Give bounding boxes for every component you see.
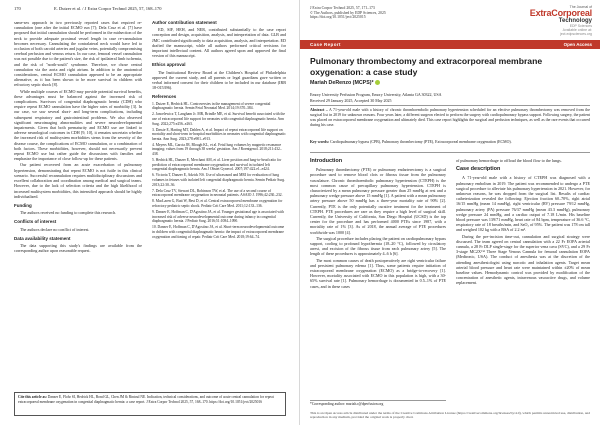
cite-box xyxy=(14,392,286,416)
paragraph: A 71-year-old male with a history of CTEPH was diagnosed with a pulmonary embolism in 2019. The patient was recommended to undergo a PTE surgical procedure to alleviate his pulmonary hypertension in 2021. However, for unknown reasons, he was dropped from the surgical list. Results of cardiac catheterization revealed the following: Ejection fraction 60–70%, right atrial 16/15 mmHg (mean 14 mmHg), right ventricular (RV) pressure 79/12 mmHg, pulmonary artery (PA) pressure 76/37 mmHg (mean 43.3 mmHg), pulmonary wedge pressure 24 mmHg, and a cardiac output of 7.18 L/min. His baseline blood pressure was 139/71 mmHg, heart rate of 84 bpm, temperature of 36.6 °C, respiratory rate of 18 breaths/min, and SaO₂ of 95%. The patient was 178 cm tall and weighed 102 kg with a BSA of 2.2 m². xyxy=(456,175,590,233)
abstract xyxy=(310,108,590,128)
funding-text: The authors received no funding to complete this research. xyxy=(20,210,117,216)
open-access-badge: Open Access xyxy=(563,42,592,47)
reference-item[interactable]: 6. Victoria T, Danzer E, Adzick NS. Use of ultrasound and MRI for evaluation of lung volumes in fetuses with isolated left congenital diaphragmatic hernia. Semin Pediatr Surg. 2013;22:30–36. xyxy=(152,173,285,187)
keywords xyxy=(310,140,590,145)
reference-item[interactable]: 2. Jancelewicz T, Langham Jr. MR, Brindle ME, et al. Survival benefit associated with the use of extracorporeal life support for neonates with congenital diaphragmatic hernia. Ann Surg. 2022;275:e256–e263. xyxy=(152,112,285,126)
reference-item[interactable]: 7. Dela Cruz TV, Stewart DL, Robinson TW, et al. The use of a second course of extracorporeal membrane oxygenation in neonatal patients. ASAIO J. 1996;42:230–232. xyxy=(152,188,283,198)
paragraph: The most common causes of death postoperatively are right ventricular failure and persistent pulmonary edema [1]. Thus, some patients require initiation of extracorporeal membrane oxygenation (ECMO) as a bridge-to-recovery [1]. However, mortality associated with ECMO in this population is high, with a 30-65% survival rate [1]. Pulmonary hemorrhage is documented in 0.5–1% of PTE cases, and in these cases xyxy=(310,257,446,289)
keywords-label: Key words: xyxy=(310,140,330,144)
journal-ref: J Extra Corpor Technol 2025, 57, 171–173 xyxy=(310,6,375,10)
paragraph: Our patient recovered from an acute exacerbation of pulmonary hypertension, demonstrating that repeat ECMO is not futile in this clinical scenario. Successful recannulation requires multidisciplinary discussions and excellent collaboration and coordination among medical and surgical teams. However, due to the lack of selection criteria and the high likelihood of increased multisystem morbidities, this intensified approach should be highly individualized. xyxy=(14,162,142,199)
divider xyxy=(310,105,590,106)
reference-item[interactable]: 3. Dassie E, Harting MT, Dahlen A, et al. Impact of repeat extracorporeal life support on mortality and short-term in-hospital morbidities in neonates with congenital diaphragmatic hernia. Ann Surg. 2023;278:e901–e913. xyxy=(152,127,286,141)
orcid-icon[interactable] xyxy=(375,80,380,85)
data-availability-text: The data supporting this study's findings are available from the corresponding author upon reasonable request. xyxy=(14,242,142,254)
journal-logo xyxy=(520,5,592,36)
logo-main-text: ExtraCorporeal xyxy=(529,8,592,18)
author-contribution-heading: Author contribution statement xyxy=(152,20,217,25)
affiliation: Emory University Perfusion Program, Emory University, Atlanta GA 30322, USA xyxy=(310,92,442,97)
reference-item[interactable]: 10. Danzer E, Hoffman C, D'Agostino JA, et al. Short-term neurodevelopmental outcome in children with congenital diaphragmatic hernia: the impact of extracorporeal membrane oxygenation and timing of repair. Pediatr Crit Care Med. 2018;19:64–74. xyxy=(152,225,285,239)
conflicts-heading: Conflicts of interest xyxy=(14,219,57,225)
funding-heading: Funding xyxy=(14,202,32,208)
author-name[interactable]: Mariah DeRenzo (MCPS)* xyxy=(310,80,374,86)
article-type: Case Report xyxy=(310,42,341,47)
reference-item[interactable]: 9. Danzer E, Hoffman C, D'Agostino JA, et al. Younger gestational age is associated with increased risk of adverse neurodevelopmental outcome during infancy in congenital diaphragmatic hernia. J Pediatr Surg. 2016;51:1084–1090. xyxy=(152,210,284,224)
ethics-text: The Institutional Review Board at the Children's Hospital of Philadelphia approved the current study, and all parents or legal guardians gave written or verbal informed consent for their children to be included in our database (IRB 18-015396). xyxy=(152,69,286,91)
logo-small-text: The Journal of xyxy=(569,5,592,9)
doi-link[interactable]: https://doi.org/10.1051/ject/2025015 xyxy=(310,15,366,20)
right-page xyxy=(300,0,600,425)
divider xyxy=(310,152,590,153)
copyright: © The Authors, published by EDP Sciences, 2025 xyxy=(310,10,386,15)
paragraph: The surgical procedure includes placing the patient on cardiopulmonary bypass support, cooling to profound hypothermia (18–20 °C), followed by circulatory arrest, and excision of the fibrous tissue from each pulmonary artery [5]. The length of these procedures is approximately 4–6 h [6]. xyxy=(310,235,446,257)
available-online-label: Available online at: xyxy=(562,28,592,32)
author-contribution-text: ED, SIF, HEH, and NER, contributed substantially to the case report conception and design, acquisition, analysis, and interpretation of data. GLB and JMC contributed significantly to data acquisition, analysis, and interpretation. ED drafted the manuscript, while all authors performed critical revisions for important intellectual content. All authors agreed upon and approved the final version of this manuscript. xyxy=(152,27,286,59)
author-line xyxy=(310,80,380,86)
case-description-heading: Case description xyxy=(456,166,501,173)
paragraph: Pulmonary thrombectomy (PTE) or pulmonary endarterectomy is a surgical procedure used to remove blood clots or fibrous tissue from the pulmonary vasculature. Chronic thromboembolic pulmonary hypertension (CTEPH) is the most common cause of precapillary pulmonary hypertension. CTEPH is characterized by a mean pulmonary pressure greater than 25 mmHg at rest and a pulmonary wedge pressure above 15 mmHg [1]. A patient with a mean pulmonary artery pressure above 50 mmHg has a three-year mortality rate of 90% [2]. Currently, PTE is the only potentially curative treatment for the treatment of CTEPH. PTE procedures are rare as they require a high level of surgical skill. Currently, the University of California, San Diego Hospital (UCSD) is the top center for the procedure and has performed 4000 PTEs since 1987, with a mortality rate of 1% [3]. As of 2018, the annual average of PTE procedures worldwide was 1000 [4]. xyxy=(310,167,446,235)
left-column-1 xyxy=(14,20,142,254)
reference-item[interactable]: 5. Hedrick HL, Danzer E, Merchant AM, et al. Liver position and lung-to-head ratio for prediction of extracorporeal membrane oxygenation and survival in isolated left congenital diaphragmatic hernia. Am J Obstet Gynecol. 2007;197:422.e1–e424. xyxy=(152,158,282,172)
journal-url[interactable]: ject.edpsciences.org xyxy=(560,32,592,36)
abstract-label: Abstract – xyxy=(310,108,328,112)
received-dates: Received 29 January 2025, Accepted 30 May 2025 xyxy=(310,98,392,103)
keywords-text: Cardiopulmonary bypass (CPB), Pulmonary thrombectomy (PTE), Extracorporeal membrane oxygenation (ECMO). xyxy=(330,140,512,144)
data-availability-heading: Data availability statement xyxy=(14,235,71,241)
paragraph: During the pre-incision time-out, cannulation and surgical strategy were discussed. The team agreed on central cannulation with a 22 Fr EOPA arterial cannula, a 28 Fr DLP single-stage for the superior vena cava (SVC), and a 29 Fr 3-stage MC2X™ Three Stage Venous Cannula for femoral cannulation EOPA (Medtronic, USA). The conduct of anesthesia was at the discretion of the attending anesthesiologist using narcotic and inhalation agents. Target mean arterial blood pressure and heart rate were maintained within ±20% of mean baseline values. Hemodynamic control was provided by modification of the concentration of anesthetic agents, intravenous vasoactive drugs, and volume replacement. xyxy=(456,233,590,286)
article-title: Pulmonary thrombectomy and extracorporeal membrane oxygenation: a case study xyxy=(310,56,543,77)
journal-info xyxy=(310,6,386,20)
right-column-1 xyxy=(310,158,446,290)
reference-item[interactable]: 8. MacLaren G, Butt W, Best D, et al. Central extracorporeal membrane oxygenation for refractory pediatric septic shock. Pediatr Crit Care Med. 2011;12:133–136. xyxy=(152,199,283,209)
article-type-banner xyxy=(300,40,600,49)
page-number: 170 xyxy=(14,6,21,11)
logo-sub-text: Technology xyxy=(558,18,592,24)
right-column-2 xyxy=(456,158,590,287)
paragraph: While multiple courses of ECMO may provide potential survival benefits, these advantages must be balanced against the increased risk of complications. Survivors of congenital diaphragmatic hernia (CDH) who require repeat ECMO cannulation have the higher rates of morbidity [3]. In our case, we saw several short- and long-term complications, including subsequent respiratory and gastrointestinal problems. We also observed significant neuroimaging abnormalities and severe neurodevelopmental impairments. Given that both prematurity and ECMO use are linked to adverse neurological outcomes in CDH [9, 10], it remains uncertain whether the increased risk of multisystem morbidities stems from the severity of the disease course, the complications of ECMO cannulation, or a combination of both factors. These morbidities, however, should not necessarily prevent repeat ECMO use but rather guide the discussions with families and emphasize the importance of close follow-up for these patients. xyxy=(14,88,142,162)
references-heading: References xyxy=(152,94,177,100)
abstract-text: A 71-year-old male with a history of chronic thromboembolic pulmonary hypertension scheduled for an elective pulmonary thrombectomy was removed from the surgical list in 2019 for unknown reasons. Four years later, a different surgeon elected to perform the surgery with cardiopulmonary bypass support. Following surgery, the patient was placed on extracorporeal membrane oxygenation and ultimately died. This case report highlights the surgical and perfusion techniques, as well as the rare events that occurred during his case. xyxy=(310,108,590,127)
ethics-heading: Ethics approval xyxy=(152,62,186,68)
paragraph: same-sex approach in two previously reported cases that required re-cannulation (one after the initial ECMO run [7]; Dela Cruz et al. [7] have proposed that initial cannulation should be performed in the midsection of the neck to provide adequate proximal vessel length in case re-cannulation becomes necessary. Cannulating the contralateral neck would have led to occlusion of both carotid arteries and jugular veins, potentially compromising cerebral perfusion and venous return. In our case, femoral vessel cannulation was not possible due to the patient's size, the risk of ipsilateral limb ischemia, and the risk of "north-south" syndrome. Therefore, we chose central cannulation via the aorta and right atrium. In addition to the anatomical considerations, central ECMO cannulation appeared to be an appropriate alternative, as it has been shown to be more survival in children with refractory septic shock [8]. xyxy=(14,20,142,88)
cite-label: Cite this article as: xyxy=(18,395,47,399)
reference-item[interactable]: 1. Dutzer E, Hedrick HL. Controversies in the management of severe congenital diaphragmatic hernia. Semin Fetal Neonatal Med. 2014;19:370–384. xyxy=(152,101,271,111)
license-text: This is an Open Access article distributed under the terms of the Creative Commons Attribution License (https://creativecommons.org/licenses/by/4.0), which permits unrestricted use, distribution, and reproduction in any medium, provided the original work is properly cited. xyxy=(310,411,590,420)
corresponding-author[interactable]: *Corresponding author: mariah.r@dperfusion.org xyxy=(310,400,446,406)
running-head-citation: E. Dutzer et al. / J Extra Corpor Technol 2025, 57, 168–170 xyxy=(54,6,162,11)
paragraph: of pulmonary hemorrhage to offload the blood flow to the lungs. xyxy=(456,158,562,163)
logo-publisher: EDP Sciences xyxy=(569,24,592,28)
conflicts-text: The authors declare no conflict of interest. xyxy=(20,226,90,232)
introduction-heading: Introduction xyxy=(310,158,343,164)
left-running-head xyxy=(14,6,286,16)
reference-item[interactable]: 4. Meyers ML, Garcia JR, Blough KL, et al. Fetal lung volumes by magnetic resonance imaging; values from 19 through 38 weeks' gestation. Am J Roentgenol. 2018;211:432–438. xyxy=(152,142,282,157)
cite-text[interactable]: Danzer E, Flohr SI, Hedrick HL, Bond GL, Chen JM & Rintoul NE. Indication, technical considerations, and outcome of acute central cannulation for repeat extracorporeal membrane oxygenation in congenital diaphragmatic hernia: a case report. J Extra Corpor Technol 2025, 57, 168–170. https://doi.org/10.1051/ject/2025016 xyxy=(18,395,274,404)
left-column-2 xyxy=(152,20,286,241)
